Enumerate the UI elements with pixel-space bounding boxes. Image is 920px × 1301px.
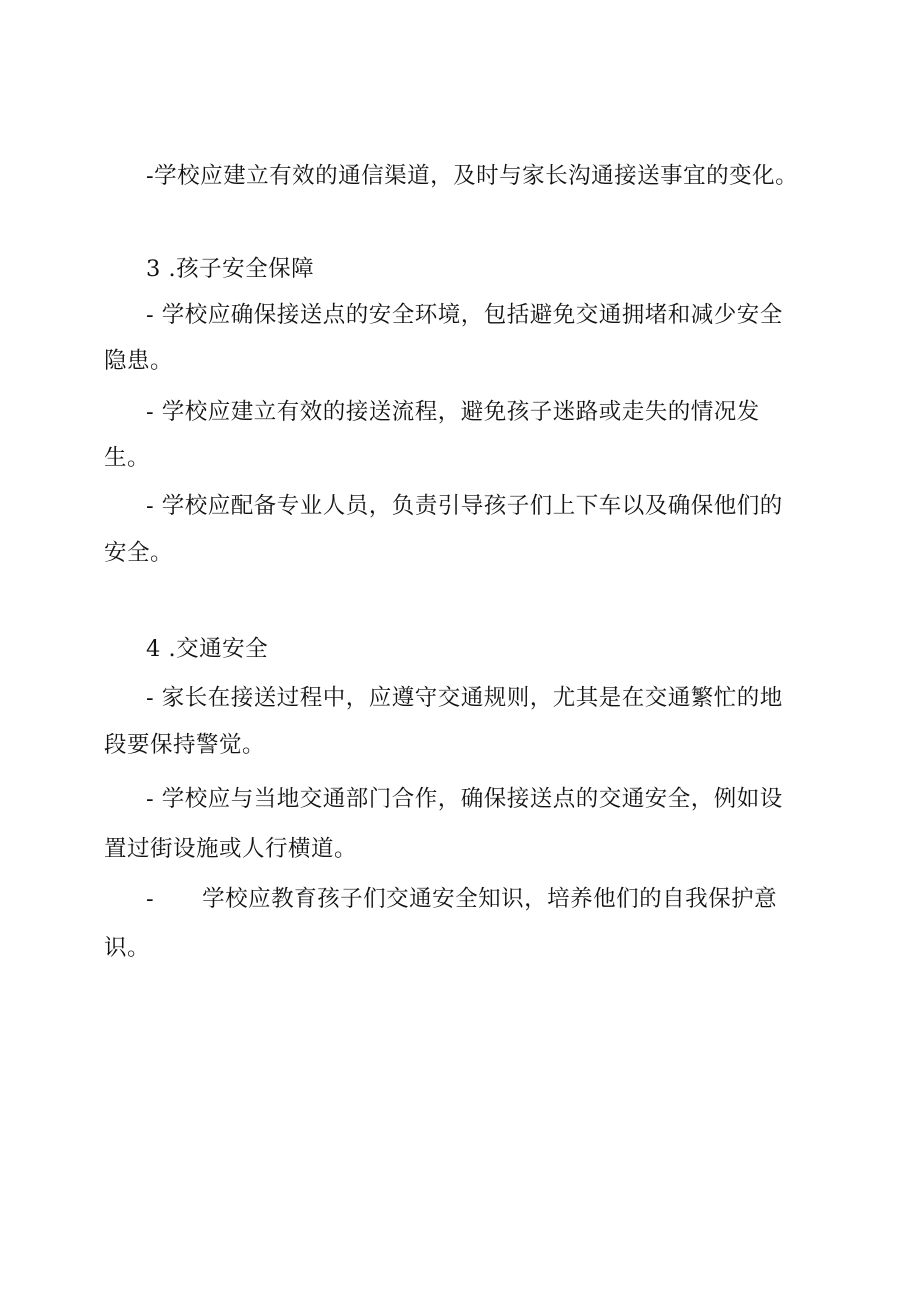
section-3-heading: 3 .孩子安全保障 — [146, 256, 315, 282]
list-dash: - — [146, 886, 155, 912]
section-4-item-3-text: 学校应教育孩子们交通安全知识，培养他们的自我保护意 — [202, 886, 778, 912]
section-3-item-1-line-2: 隐患。 — [104, 348, 174, 374]
section-3-item-1-line-1: - 学校应确保接送点的安全环境，包括避免交通拥堵和减少安全 — [146, 302, 783, 328]
section-4-item-2-line-1: - 学校应与当地交通部门合作，确保接送点的交通安全，例如设 — [146, 786, 783, 812]
section-3-item-2-line-1: - 学校应建立有效的接送流程，避免孩子迷路或走失的情况发 — [146, 399, 760, 425]
section-4-item-1-line-2: 段要保持警觉。 — [104, 732, 266, 758]
section-3-item-3-line-1: - 学校应配备专业人员，负责引导孩子们上下车以及确保他们的 — [146, 493, 783, 519]
section-3-item-3-line-2: 安全。 — [104, 540, 174, 566]
section-4-item-3-line-1 — [146, 884, 846, 914]
section-4-item-3-line-2: 识。 — [104, 935, 151, 961]
paragraph-communication-channel: -学校应建立有效的通信渠道，及时与家长沟通接送事宜的变化。 — [146, 163, 799, 189]
section-4-heading: 4 .交通安全 — [146, 636, 269, 662]
section-4-item-2-line-2: 置过街设施或人行横道。 — [104, 836, 358, 862]
section-3-item-2-line-2: 生。 — [104, 445, 151, 471]
section-4-item-1-line-1: - 家长在接送过程中，应遵守交通规则，尤其是在交通繁忙的地 — [146, 685, 783, 711]
